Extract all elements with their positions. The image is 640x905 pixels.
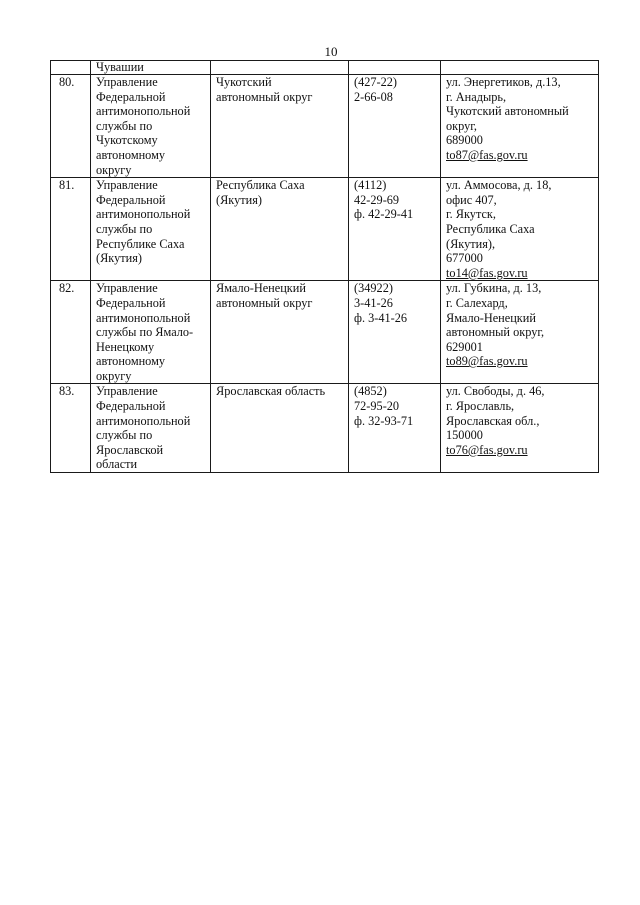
org-line: антимонопольной — [96, 413, 191, 428]
phone-line: (4112) — [354, 178, 387, 193]
phone-line: ф. 3-41-26 — [354, 310, 408, 325]
region-line: Чукотский — [216, 75, 272, 89]
email-link[interactable]: to14@fas.gov.ru — [446, 265, 528, 280]
org-line: округу — [96, 162, 132, 177]
org-line: автономному — [96, 147, 166, 162]
cell-address — [441, 61, 599, 75]
row-number: 81. — [59, 178, 75, 193]
address-line: ул. Энергетиков, д.13, — [446, 75, 561, 89]
cell-phone — [349, 281, 441, 384]
org-line: Управление — [96, 281, 158, 296]
cell-region — [211, 61, 349, 75]
org-line: антимонопольной — [96, 104, 191, 119]
org-line: автономному — [96, 354, 166, 369]
cell-address — [441, 384, 599, 473]
address-line: автономный округ, — [446, 325, 545, 340]
address-line: Ямало-Ненецкий — [446, 310, 536, 325]
cell-address — [441, 178, 599, 281]
org-line: Управление — [96, 384, 158, 399]
table-row-continuation — [51, 61, 599, 75]
org-line: Ненецкому — [96, 339, 155, 354]
cell-address — [441, 75, 599, 178]
org-line: службы по Ямало- — [96, 325, 194, 340]
org-line: Управление — [96, 75, 158, 89]
table-row — [51, 281, 599, 384]
org-line: округу — [96, 368, 132, 383]
page-number: 10 — [324, 44, 338, 59]
table-row — [51, 384, 599, 473]
cell-org — [91, 75, 211, 178]
address-line: ул. Аммосова, д. 18, — [446, 178, 552, 193]
region-line: (Якутия) — [216, 192, 262, 207]
address-line: г. Якутск, — [446, 207, 496, 222]
cell-phone — [349, 75, 441, 178]
address-line: г. Ярославль, — [446, 399, 515, 414]
address-line: ул. Губкина, д. 13, — [446, 281, 542, 296]
phone-line: (34922) — [354, 281, 393, 296]
org-line: Чукотскому — [96, 133, 158, 148]
phone-line: ф. 32-93-71 — [354, 413, 414, 428]
phone-line: 42-29-69 — [354, 192, 400, 207]
region-line: Ярославская область — [216, 384, 326, 399]
region-line: автономный округ — [216, 295, 313, 310]
cell-org — [91, 281, 211, 384]
phone-line: 72-95-20 — [354, 399, 400, 414]
email-link[interactable]: to87@fas.gov.ru — [446, 147, 528, 162]
org-line: антимонопольной — [96, 310, 191, 325]
cell-region — [211, 281, 349, 384]
cell-phone — [349, 384, 441, 473]
org-line: Чувашии — [96, 60, 144, 74]
address-line: Ярославская обл., — [446, 413, 540, 428]
cell-region — [211, 75, 349, 178]
phone-line: (4852) — [354, 384, 387, 399]
cell-num — [51, 61, 91, 75]
address-line: округ, — [446, 118, 477, 133]
address-line: Республика Саха — [446, 221, 535, 236]
org-line: службы по — [96, 428, 153, 443]
org-line: Федеральной — [96, 295, 166, 310]
org-line: Федеральной — [96, 89, 166, 104]
region-line: Республика Саха — [216, 178, 305, 193]
region-line: автономный округ — [216, 89, 313, 104]
org-line: (Якутия) — [96, 251, 142, 266]
row-number: 80. — [59, 75, 75, 89]
org-line: Ярославской — [96, 442, 164, 457]
cell-num — [51, 75, 91, 178]
cell-num — [51, 384, 91, 473]
org-line: Управление — [96, 178, 158, 193]
fas-offices-table — [50, 60, 599, 473]
email-link[interactable]: to76@fas.gov.ru — [446, 442, 528, 457]
address-line: 629001 — [446, 339, 483, 354]
address-line: 689000 — [446, 133, 483, 148]
address-line: Чукотский автономный — [446, 104, 569, 119]
org-line: Федеральной — [96, 399, 166, 414]
cell-org — [91, 178, 211, 281]
address-line: ул. Свободы, д. 46, — [446, 384, 545, 399]
phone-line: 3-41-26 — [354, 295, 393, 310]
address-line: офис 407, — [446, 192, 497, 207]
cell-address — [441, 281, 599, 384]
region-line: Ямало-Ненецкий — [216, 281, 306, 296]
cell-num — [51, 178, 91, 281]
org-line: службы по — [96, 118, 153, 133]
cell-org — [91, 384, 211, 473]
email-link[interactable]: to89@fas.gov.ru — [446, 354, 528, 369]
org-line: Федеральной — [96, 192, 166, 207]
cell-org — [91, 61, 211, 75]
table-row — [51, 178, 599, 281]
phone-line: (427-22) — [354, 75, 398, 89]
address-line: г. Салехард, — [446, 295, 508, 310]
address-line: (Якутия), — [446, 236, 496, 251]
table-row — [51, 75, 599, 178]
address-line: 150000 — [446, 428, 483, 443]
address-line: г. Анадырь, — [446, 89, 507, 104]
row-number: 83. — [59, 384, 75, 399]
phone-line: ф. 42-29-41 — [354, 207, 414, 222]
cell-phone — [349, 178, 441, 281]
address-line: 677000 — [446, 251, 483, 266]
org-line: области — [96, 457, 138, 472]
cell-region — [211, 178, 349, 281]
cell-phone — [349, 61, 441, 75]
cell-region — [211, 384, 349, 473]
org-line: Республике Саха — [96, 236, 185, 251]
cell-num — [51, 281, 91, 384]
org-line: антимонопольной — [96, 207, 191, 222]
org-line: службы по — [96, 221, 153, 236]
phone-line: 2-66-08 — [354, 89, 393, 104]
row-number: 82. — [59, 281, 75, 296]
